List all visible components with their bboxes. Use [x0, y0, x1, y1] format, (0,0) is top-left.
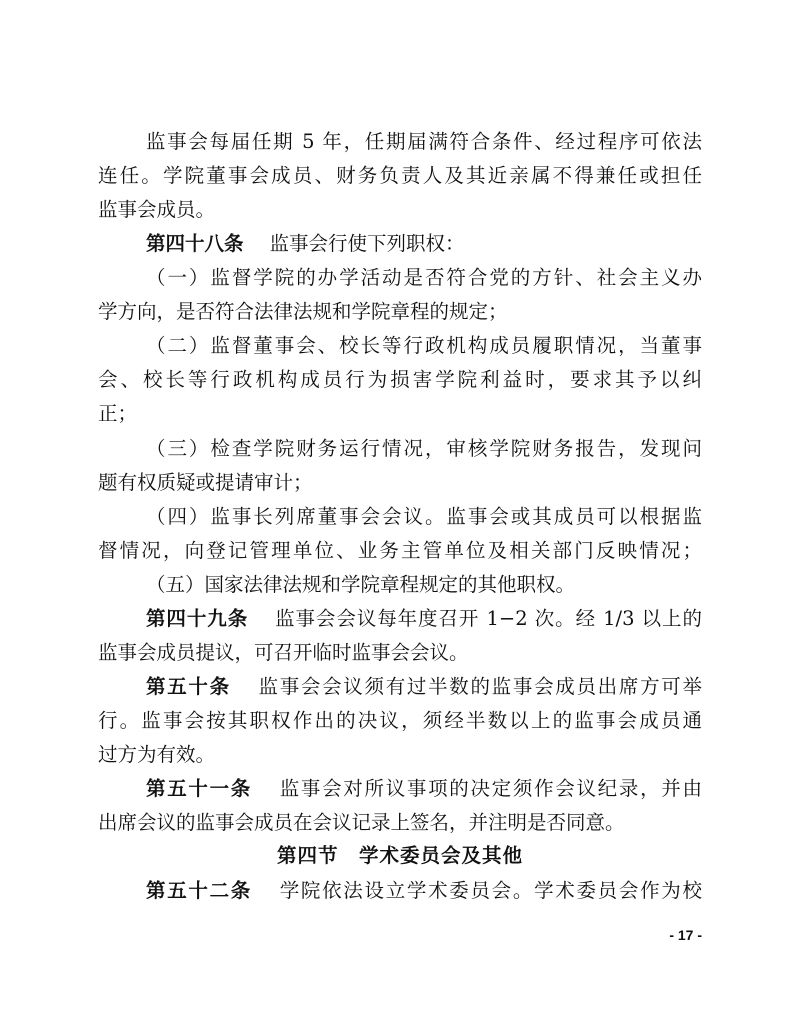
text-line: 正；: [98, 402, 138, 425]
article-text: 学院依法设立学术委员会。学术委员会作为校: [278, 879, 702, 902]
article-heading: 第五十一条: [146, 777, 252, 800]
text-line: 出席会议的监事会成员在会议记录上签名，并注明是否同意。: [98, 811, 625, 834]
article-text: 监事会会议须有过半数的监事会成员出席方可举: [256, 675, 702, 698]
text-line: 督情况，向登记管理单位、业务主管单位及相关部门反映情况；: [98, 539, 702, 562]
page-number: - 17 -: [669, 927, 702, 943]
text-line: 行。监事会按其职权作出的决议，须经半数以上的监事会成员通: [98, 709, 702, 732]
article-line: [146, 878, 702, 904]
text-line: （四）监事长列席董事会会议。监事会或其成员可以根据监: [146, 505, 702, 528]
article-heading: 第五十二条: [146, 879, 252, 902]
text-line: 连任。学院董事会成员、财务负责人及其近亲属不得兼任或担任: [98, 164, 702, 187]
text-line: 监事会成员提议，可召开临时监事会会议。: [98, 641, 469, 664]
article-heading: 第四十八条: [146, 232, 244, 255]
article-line: [146, 776, 702, 802]
text-line: 会、校长等行政机构成员行为损害学院利益时，要求其予以纠: [98, 368, 702, 391]
article-text: 监事会行使下列职权：: [269, 232, 465, 255]
article-heading: 第四十九条: [146, 607, 249, 630]
text-line: 监事会每届任期 5 年，任期届满符合条件、经过程序可依法: [146, 130, 702, 153]
section-title: 第四节 学术委员会及其他: [276, 844, 523, 867]
text-line: （二）监督董事会、校长等行政机构成员履职情况，当董事: [146, 334, 702, 357]
text-line: （三）检查学院财务运行情况，审核学院财务报告，发现问: [146, 437, 702, 460]
text-line: （五）国家法律法规和学院章程规定的其他职权。: [146, 573, 576, 596]
article-line: [146, 606, 702, 632]
article-line: [146, 231, 702, 257]
article-text: 监事会会议每年度召开 1−2 次。经 1/3 以上的: [274, 607, 702, 630]
text-line: 过方为有效。: [98, 743, 216, 766]
text-line: 监事会成员。: [98, 198, 216, 221]
text-line: 题有权质疑或提请审计；: [98, 471, 313, 494]
text-line: 学方向，是否符合法律法规和学院章程的规定；: [98, 300, 508, 323]
article-text: 监事会对所议事项的决定须作会议纪录，并由: [278, 777, 702, 800]
text-line: （一）监督学院的办学活动是否符合党的方针、社会主义办: [146, 266, 702, 289]
article-heading: 第五十条: [146, 675, 231, 698]
article-line: [146, 674, 702, 700]
